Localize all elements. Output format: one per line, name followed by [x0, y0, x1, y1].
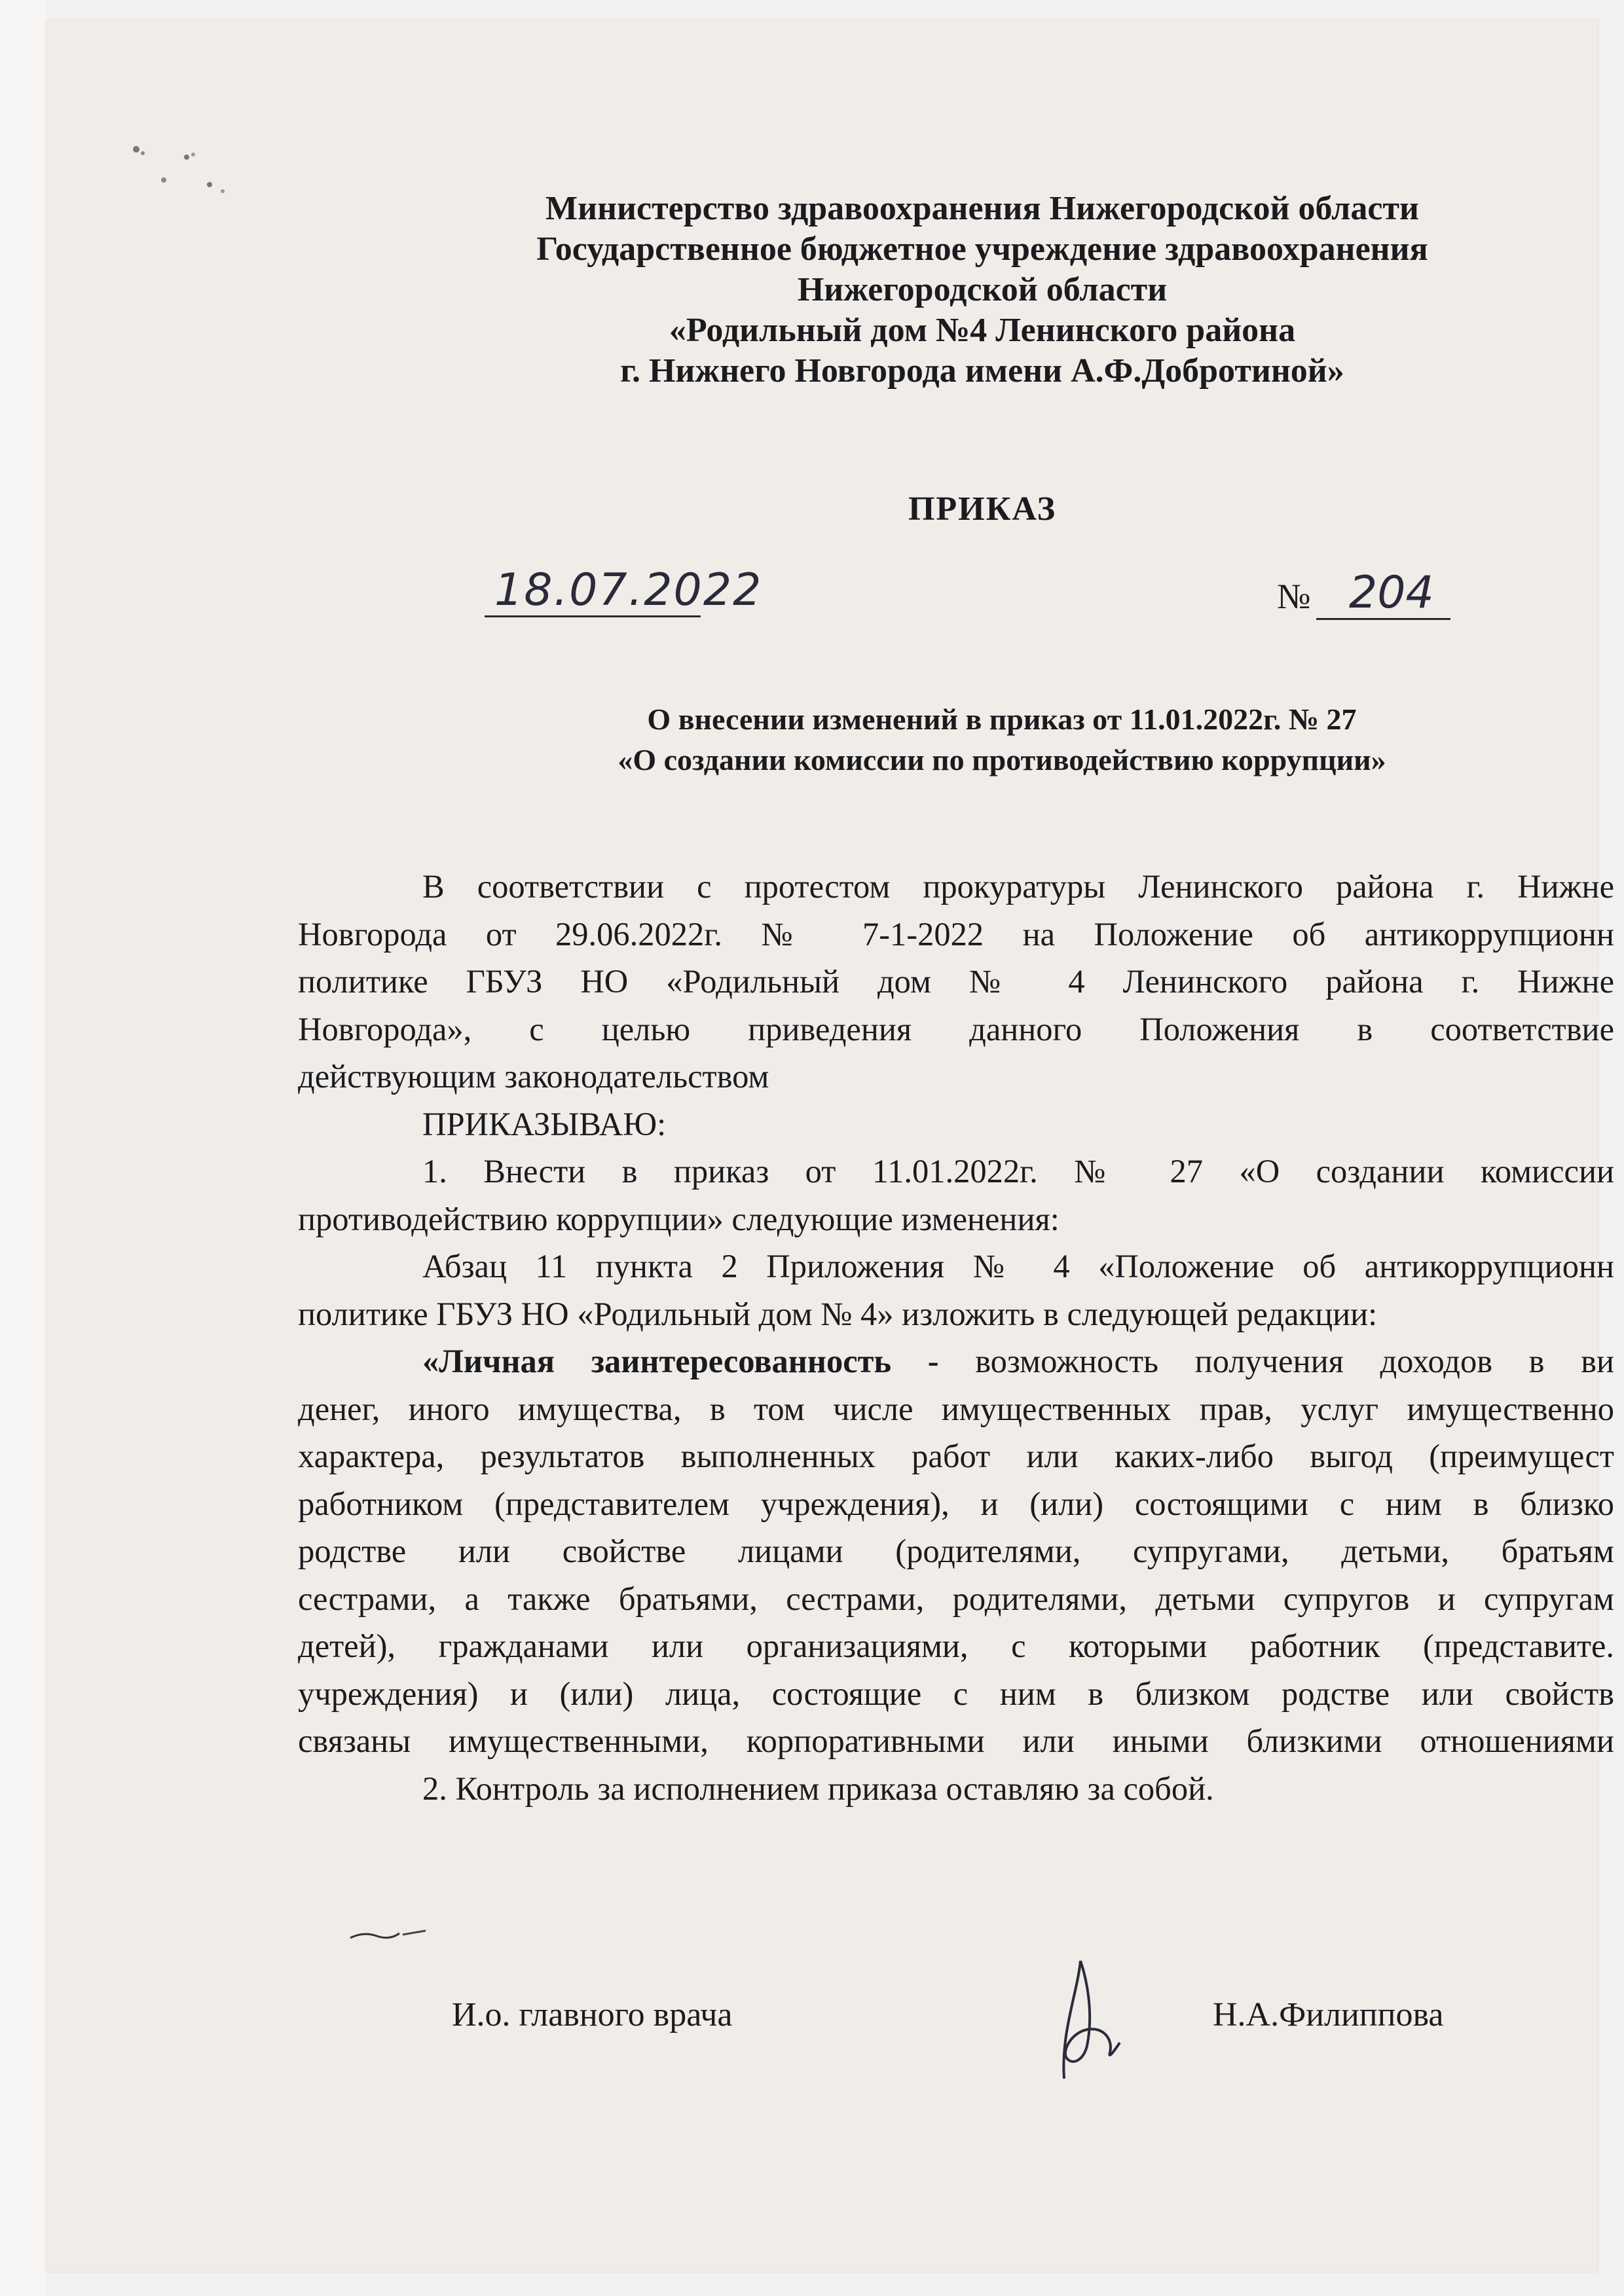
header-line-ministry: Министерство здравоохранения Нижегородской области: [545, 190, 1419, 227]
signatory-name: Н.А.Филиппова: [1213, 1996, 1444, 2033]
order-word: ПРИКАЗЫВАЮ:: [422, 1105, 667, 1142]
scan-margin: [0, 0, 46, 2296]
date-underline: [485, 615, 701, 617]
header-line-name: «Родильный дом №4 Ленинского района: [669, 312, 1296, 349]
definition-term: «Личная заинтересованность -: [422, 1343, 939, 1379]
body-line: учреждения) и (или) лица, состоящие с ним в близком родстве или свойств: [298, 1675, 1614, 1712]
body-line: связаны имущественными, корпоративными или иными близкими отношениями: [298, 1722, 1614, 1759]
definition-line: [298, 1338, 1614, 1385]
body-line: 1. Внести в приказ от 11.01.2022г. № 27 «О создании комиссии: [422, 1153, 1614, 1190]
body-line: Абзац 11 пункта 2 Приложения № 4 «Положение об антикоррупционн: [422, 1248, 1614, 1285]
body-line: денег, иного имущества, в том числе имущественных прав, услуг имущественно: [298, 1390, 1614, 1427]
document-number: 204: [1349, 567, 1434, 619]
body-line: детей), гражданами или организациями, с которыми работник (представите.: [298, 1628, 1614, 1664]
body-line: сестрами, а также братьями, сестрами, родителями, детьми супругов и супругам: [298, 1580, 1614, 1617]
signatory-position: И.о. главного врача: [452, 1996, 733, 2033]
document-subject: [511, 699, 1493, 780]
document-title: ПРИКАЗ: [908, 490, 1057, 528]
scan-specks: [124, 137, 255, 216]
organization-header: [471, 189, 1493, 392]
body-line: характера, результатов выполненных работ или каких-либо выгод (преимущест: [298, 1438, 1614, 1474]
body-line: противодействию коррупции» следующие изменения:: [298, 1200, 1060, 1237]
subject-line-1: О внесении изменений в приказ от 11.01.2022г. № 27: [647, 702, 1357, 736]
body-line: родстве или свойстве лицами (родителями, супругами, детьми, братьям: [298, 1533, 1614, 1569]
body-line: действующим законодательством: [298, 1058, 769, 1095]
document-date: 18.07.2022: [494, 564, 763, 616]
document-body: [298, 863, 1614, 1812]
header-line-city: г. Нижнего Новгорода имени А.Ф.Добротиной»: [620, 352, 1344, 390]
header-line-region: Нижегородской области: [797, 271, 1168, 308]
body-line: В соответствии с протестом прокуратуры Ленинского района г. Нижне: [422, 868, 1614, 905]
body-line: Новгорода», с целью приведения данного Положения в соответствие: [298, 1010, 1614, 1048]
body-line: работником (представителем учреждения), и (или) состоящими с ним в близко: [298, 1485, 1614, 1522]
number-label: №: [1277, 577, 1311, 616]
definition-text: возможность получения доходов в ви: [975, 1343, 1614, 1379]
pen-mark: [347, 1922, 432, 1948]
body-line: политике ГБУЗ НО «Родильный дом № 4 Ленинского района г. Нижне: [298, 963, 1614, 1000]
number-underline: [1316, 618, 1450, 620]
subject-line-2: «О создании комиссии по противодействию коррупции»: [618, 743, 1386, 776]
handwritten-signature: [1048, 1954, 1139, 2085]
body-line: политике ГБУЗ НО «Родильный дом № 4» изложить в следующей редакции:: [298, 1295, 1378, 1332]
body-line: 2. Контроль за исполнением приказа оставляю за собой.: [422, 1770, 1214, 1807]
body-line: Новгорода от 29.06.2022г. № 7-1-2022 на Положение об антикоррупционн: [298, 915, 1614, 953]
header-line-institution: Государственное бюджетное учреждение здравоохранения: [536, 230, 1428, 268]
